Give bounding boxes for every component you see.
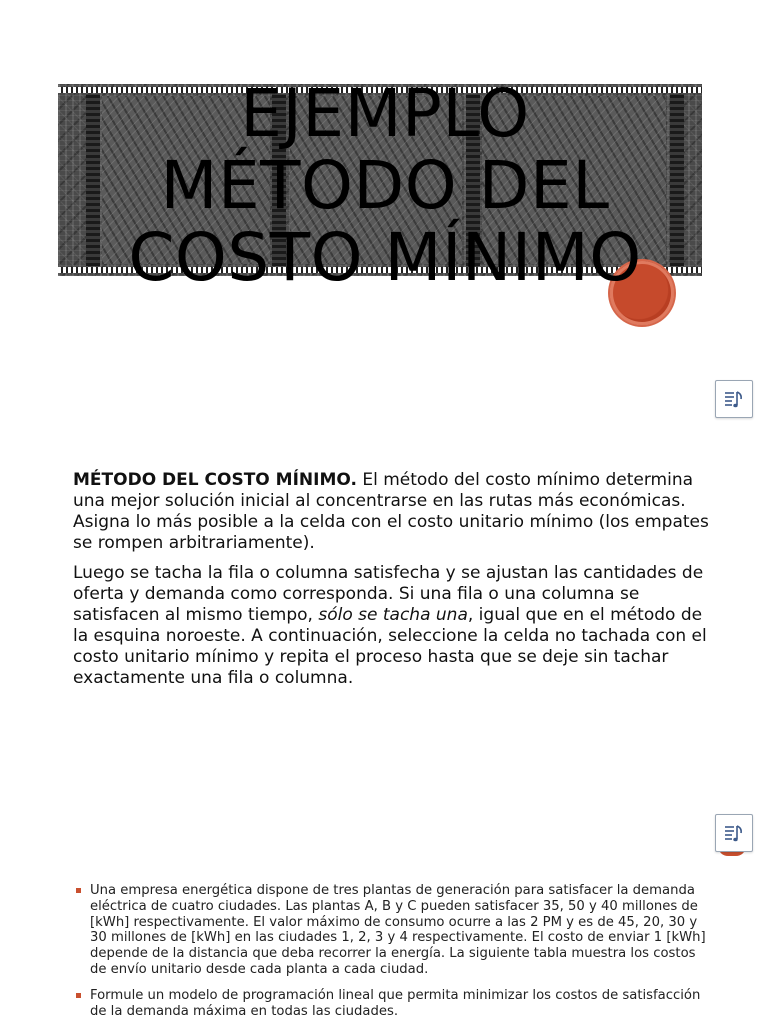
bullet-list — [76, 883, 716, 1029]
title-line-2: MÉTODO DEL — [160, 147, 610, 224]
list-item-text: Una empresa energética dispone de tres plantas de generación para satisfacer la demanda eléctrica de cuatro ciudades. Las plantas A, B y C pueden satisfacer 35, 50 y 40 millones de [kWh] respectivamente. El valor máximo de consumo ocurre a las 2 PM y es de 45, 20, 30 y 30 millones de [kWh] en las ciudades 1, 2, 3 y 4 respectivamente. El costo de enviar 1 [kWh] depende de la distancia que deba recorrer la energía. La siguiente tabla muestra los costos de envío unitario desde cada planta a cada ciudad. — [90, 883, 706, 977]
list-item-text: Formule un modelo de programación lineal que permita minimizar los costos de satisfacción de la demanda máxima en todas las ciudades. — [90, 987, 701, 1019]
paragraph-text: El método del costo mínimo determina una mejor solución inicial al concentrarse en las rutas más económicas. Asigna lo más posible a la celda con el costo unitario mínimo (los empates se rompen arbitrariamente). — [73, 470, 709, 553]
paragraph-text: , igual que en el método de la esquina noroeste. A continuación, seleccione la celda no tachada con el costo unitario mínimo y repita el proceso hasta que se deje sin tachar exactamente una fila o columna. — [73, 605, 707, 688]
audio-button[interactable] — [715, 380, 753, 418]
audio-icon — [723, 822, 745, 844]
title-line-3: COSTO MÍNIMO — [128, 219, 642, 296]
slide-body — [73, 470, 713, 698]
audio-icon — [723, 388, 745, 410]
bullet-icon — [76, 888, 81, 893]
paragraph-text: Luego se tacha la fila o columna satisfecha y se ajustan las cantidades de oferta y demanda como corresponda. Si una fila o una columna se satisfacen al mismo tiempo, — [73, 563, 704, 625]
paragraph — [73, 470, 713, 554]
bullet-icon — [76, 993, 81, 998]
audio-button[interactable] — [715, 814, 753, 852]
paragraph-lead: MÉTODO DEL COSTO MÍNIMO. — [73, 470, 357, 490]
paragraph-emphasis: sólo se tacha una — [318, 605, 468, 625]
paragraph — [73, 563, 713, 689]
slide-title — [40, 75, 730, 296]
list-item — [76, 883, 716, 978]
title-line-1: EJEMPLO — [240, 75, 530, 152]
list-item — [76, 988, 716, 1020]
